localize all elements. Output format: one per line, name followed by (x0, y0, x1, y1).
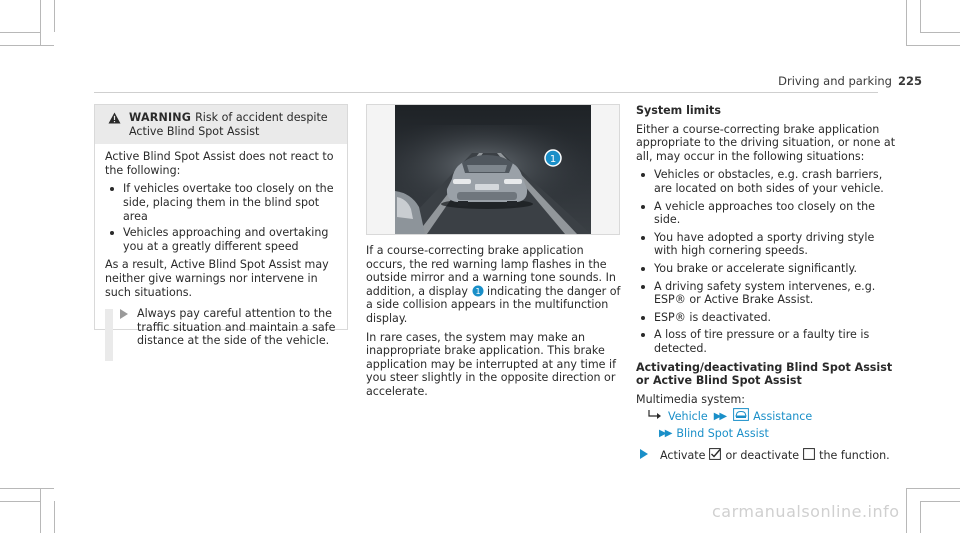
hook-arrow-icon (648, 410, 662, 424)
crop-mark (906, 45, 960, 46)
crop-mark (40, 488, 41, 533)
hint-bar (105, 309, 113, 361)
list-item: A driving safety system intervenes, e.g. ESP® or Active Brake Assist. (636, 280, 896, 307)
action-end: the function. (819, 449, 890, 463)
middle-column (366, 244, 622, 404)
menu-path-2 (659, 427, 896, 441)
running-head (756, 74, 922, 88)
multimedia-system-label: Multimedia system: (636, 392, 746, 406)
double-chevron-icon: ▶▶ (659, 427, 671, 439)
warning-intro: Active Blind Spot Assist does not react to the following: (105, 150, 334, 177)
callout-1-icon (472, 285, 484, 297)
warning-body (95, 144, 347, 348)
warning-list (105, 182, 337, 253)
warning-result: As a result, Active Blind Spot Assist may neither give warnings nor intervene in such situations. (105, 258, 329, 299)
list-item: A vehicle approaches too closely on the side. (636, 200, 896, 227)
crop-mark (0, 488, 54, 489)
watermark: carmanualsonline.info (712, 502, 900, 521)
crop-mark (54, 0, 55, 32)
heading-activation: Activating/deactivating Blind Spot Assist or Active Blind Spot Assist (636, 360, 893, 388)
crop-mark (920, 501, 921, 533)
double-chevron-icon: ▶▶ (713, 410, 726, 422)
menu-assistance[interactable]: Assistance (753, 409, 813, 423)
paragraph-text: indicating the danger of a side collision appears in the multifunction display. (366, 284, 621, 325)
section-title: Driving and parking (778, 74, 892, 88)
checkbox-checked-icon[interactable] (709, 448, 721, 464)
action-or: or deactivate (725, 449, 800, 463)
crop-mark (920, 32, 960, 33)
warning-title-2: Active Blind Spot Assist (129, 124, 260, 138)
system-limits-intro: Either a course-correcting brake application appropriate to the driving situation, or none at all, may occur in the following situations: (636, 122, 896, 163)
arrow-icon (120, 309, 128, 323)
car-assistance-icon (733, 408, 749, 425)
header-rule (94, 92, 878, 93)
warning-label: WARNING (129, 111, 192, 124)
svg-text:1: 1 (474, 286, 481, 296)
menu-vehicle[interactable]: Vehicle (668, 409, 708, 423)
warning-triangle-icon (108, 112, 121, 128)
list-item: ESP® is deactivated. (636, 311, 896, 325)
menu-blind-spot-assist[interactable]: Blind Spot Assist (676, 426, 769, 440)
action-line (636, 448, 896, 464)
crop-mark (0, 45, 54, 46)
crop-mark (906, 0, 907, 45)
hint-text: Always pay careful attention to the traffic situation and maintain a safe distance at the side of the vehicle. (137, 307, 336, 348)
crop-mark (920, 0, 921, 32)
illustration (366, 104, 620, 235)
action-activate: Activate (660, 449, 706, 463)
crop-mark (54, 501, 55, 533)
warning-header (95, 105, 347, 144)
crop-mark (906, 488, 960, 489)
paragraph: In rare cases, the system may make an inappropriate brake application. This brake application may be interrupted at any time if you steer slightly in the opposite direction or accelerate. (366, 330, 617, 398)
callout-number: 1 (549, 154, 557, 165)
warning-box (94, 104, 348, 348)
crop-mark (0, 501, 40, 502)
heading-system-limits: System limits (636, 104, 721, 117)
crop-mark (920, 501, 960, 502)
list-item: You brake or accelerate significantly. (636, 262, 896, 276)
crop-mark (0, 32, 40, 33)
right-column (636, 104, 896, 464)
hint-block (105, 307, 337, 348)
paragraph (366, 244, 622, 326)
warning-title: Risk of accident despite (195, 111, 328, 124)
system-limits-list (636, 168, 896, 355)
list-item: Vehicles approaching and overtaking you at a greatly different speed (105, 226, 337, 253)
rear-view-car-illustration (367, 105, 619, 234)
crop-mark (906, 488, 907, 533)
arrow-icon (640, 449, 648, 463)
menu-path (648, 408, 896, 425)
list-item: A loss of tire pressure or a faulty tire is detected. (636, 328, 896, 355)
list-item: Vehicles or obstacles, e.g. crash barriers, are located on both sides of your vehicle. (636, 168, 896, 195)
crop-mark (40, 0, 41, 45)
checkbox-empty-icon[interactable] (803, 448, 815, 464)
list-item: You have adopted a sporty driving style with high cornering speeds. (636, 231, 896, 258)
page-number: 225 (897, 74, 922, 88)
list-item: If vehicles overtake too closely on the side, placing them in the blind spot area (105, 182, 337, 223)
paragraph-text: If a course-correcting brake application occurs, the red warning lamp flashes in the outside mirror and a warning tone sounds. In addition, a display (366, 244, 616, 298)
